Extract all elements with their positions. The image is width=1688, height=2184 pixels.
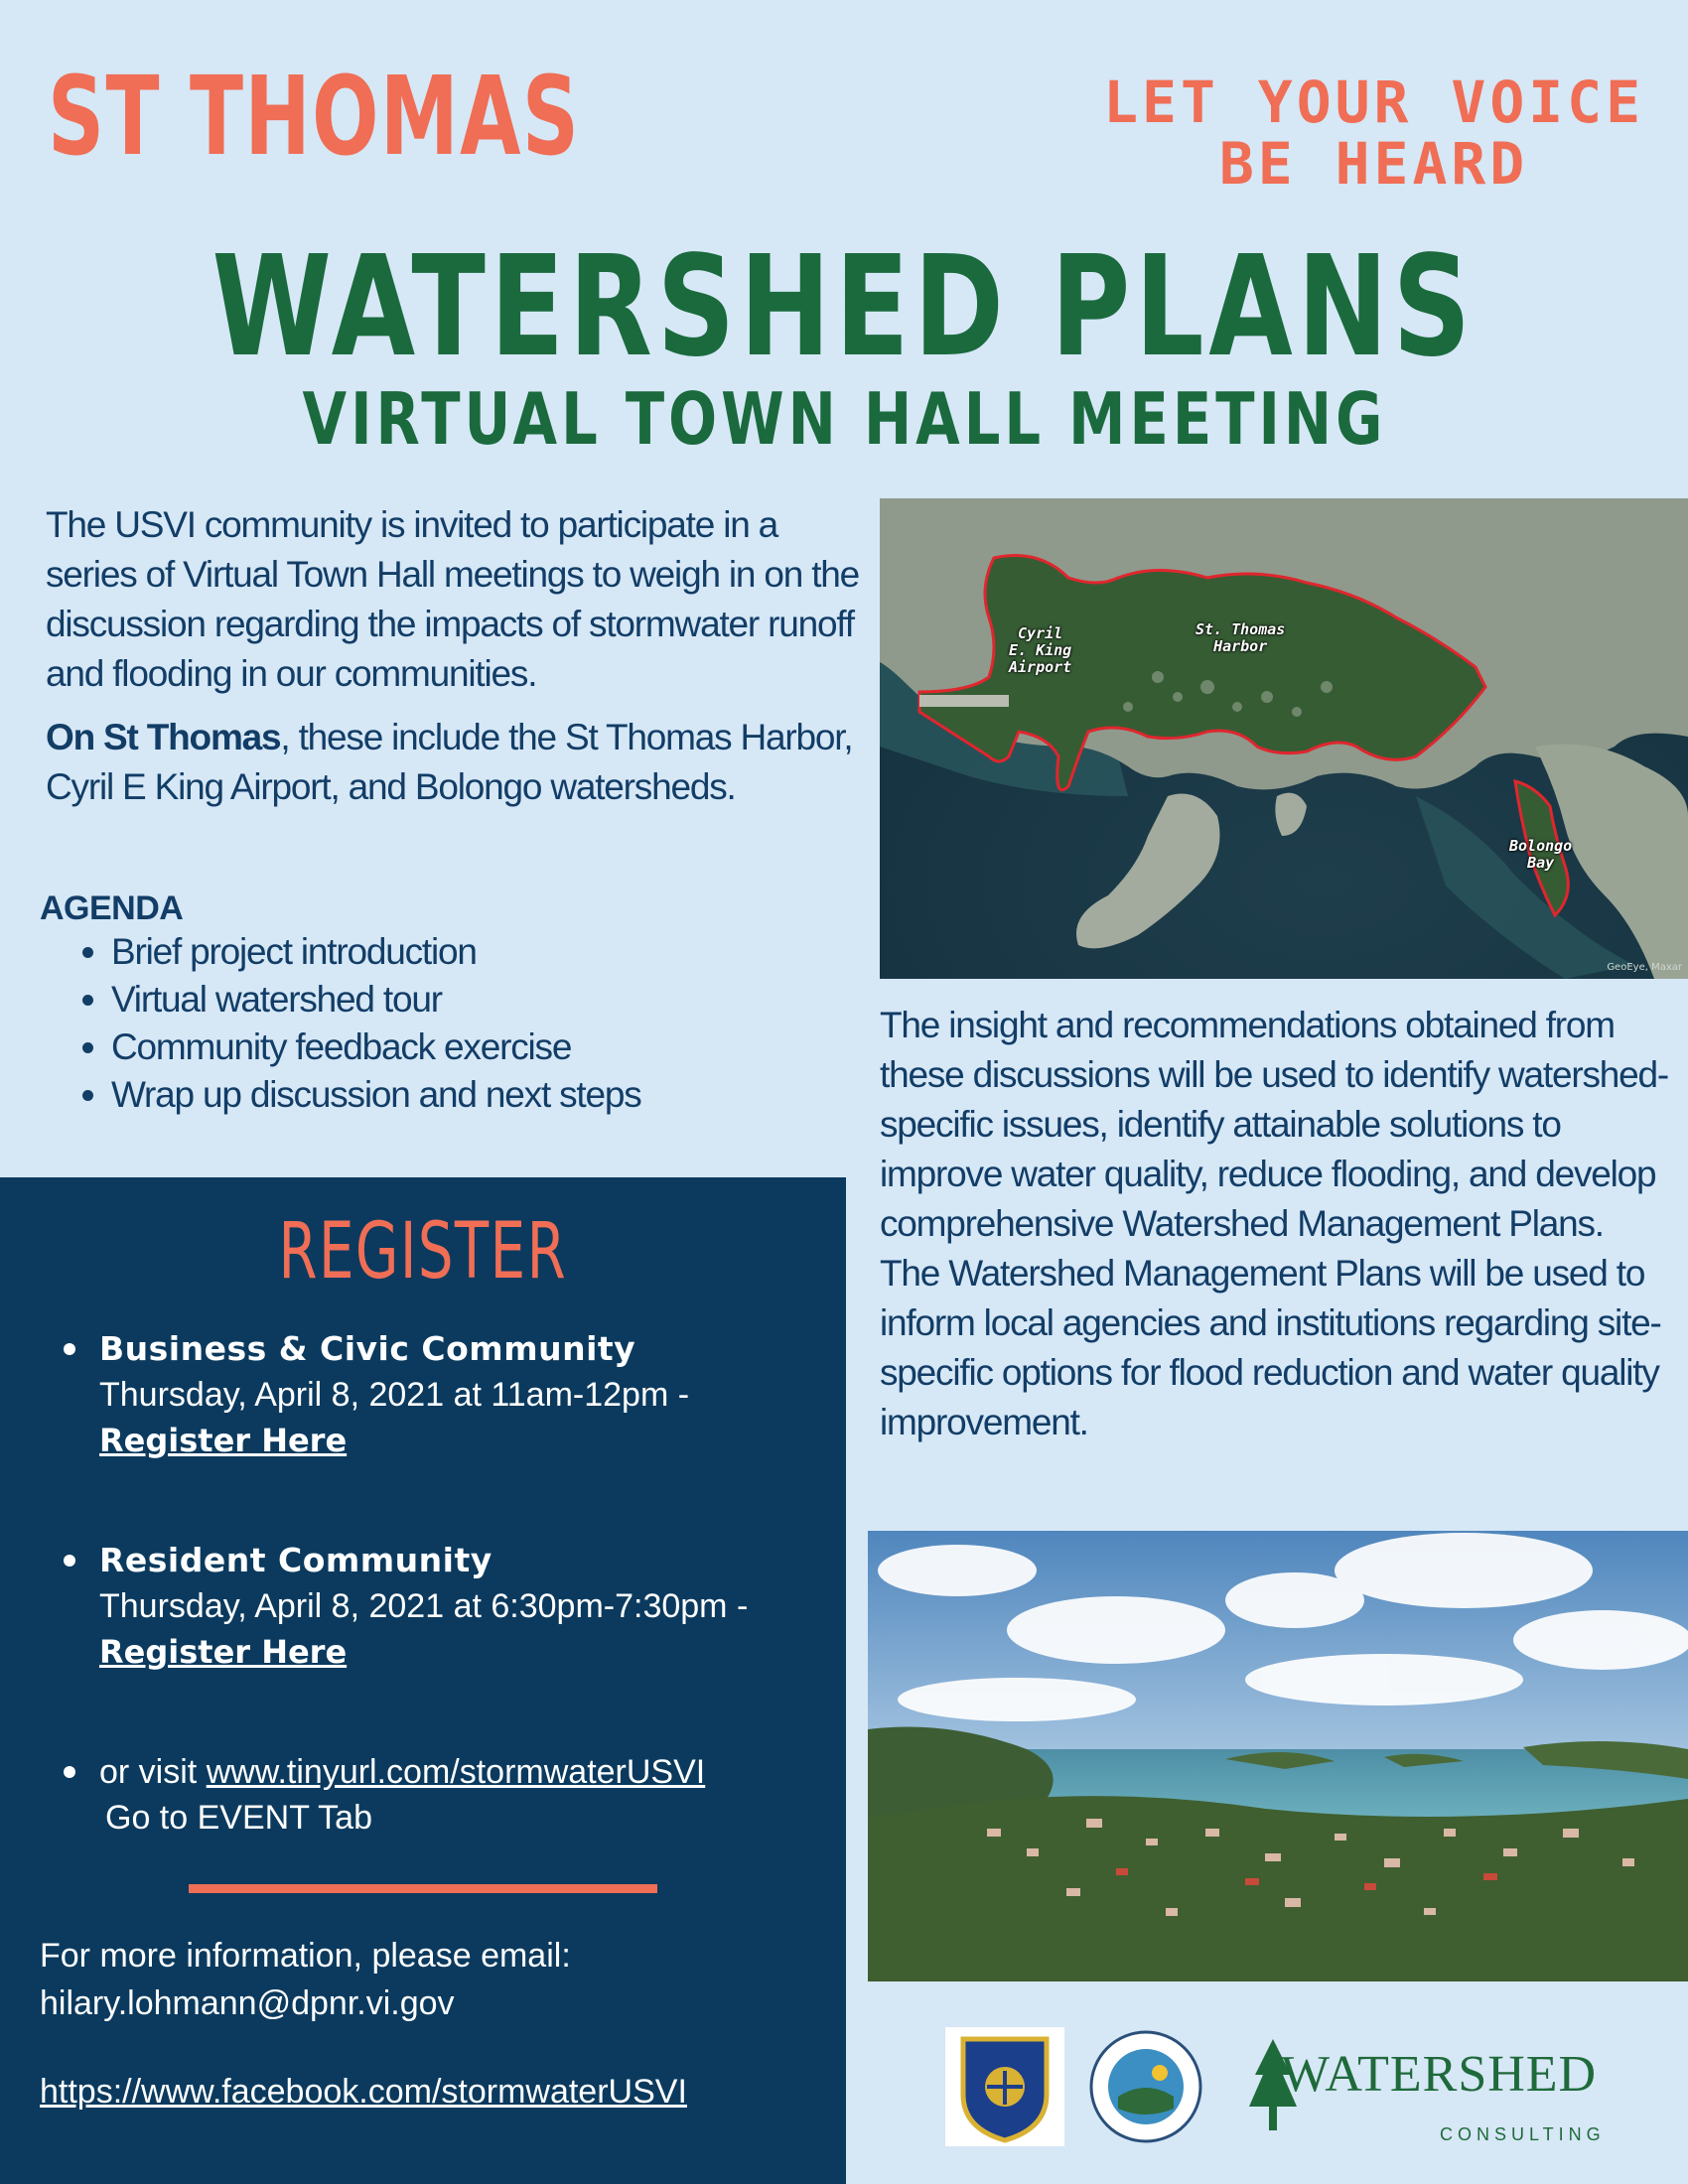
contact-email[interactable]: hilary.lohmann@dpnr.vi.gov	[40, 1984, 455, 2022]
agenda-heading: AGENDA	[40, 889, 184, 927]
intro-paragraph-2	[46, 713, 860, 812]
register-visit	[99, 1749, 814, 1841]
map-label-airport: Cyril E. King Airport	[1009, 624, 1072, 676]
map-graphic	[880, 498, 1688, 979]
insight-paragraph-1: The insight and recommendations obtained from these discussions will be used to identify watershed-specific issues, identify attainable solutions to improve water quality, reduce flooding, and develop comprehensive Watershed Management Plans.	[880, 1005, 1669, 1244]
register-session-resident	[99, 1538, 814, 1675]
map-credit: GeoEye, Maxar	[1607, 962, 1682, 973]
harbor-photo-graphic	[868, 1531, 1688, 1981]
location-title: ST THOMAS	[48, 53, 581, 180]
tagline-line-1: LET YOUR VOICE	[1103, 68, 1644, 136]
map-label-harbor: St. Thomas Harbor	[1196, 620, 1286, 655]
contact-info	[40, 1932, 834, 2027]
visit-note: Go to EVENT Tab	[105, 1799, 372, 1837]
vitema-seal-icon	[943, 2025, 1066, 2148]
agenda-item: • Virtual watershed tour	[111, 976, 814, 1024]
map-label-bolongo: Bolongo Bay	[1509, 837, 1573, 872]
intro-emphasis: On St Thomas	[46, 717, 281, 757]
session-datetime: Thursday, April 8, 2021 at 11am-12pm -	[99, 1376, 690, 1414]
session-datetime: Thursday, April 8, 2021 at 6:30pm-7:30pm -	[99, 1587, 749, 1625]
bullet	[64, 1343, 75, 1355]
contact-label: For more information, please email:	[40, 1937, 571, 1975]
dpnr-seal-icon	[1088, 2029, 1203, 2144]
register-link-business[interactable]: Register Here	[99, 1422, 348, 1459]
visit-prefix: or visit	[99, 1753, 207, 1791]
insight-paragraph-2: The Watershed Management Plans will be used to inform local agencies and institutions regarding site-specific options for flood reduction and water quality improvement.	[880, 1253, 1661, 1442]
bullet	[64, 1766, 75, 1778]
bullet	[64, 1555, 75, 1567]
agenda-item: • Brief project introduction	[111, 928, 814, 976]
page-title: WATERSHED PLANS	[211, 226, 1477, 388]
harbor-photo	[868, 1531, 1688, 1981]
register-link-resident[interactable]: Register Here	[99, 1633, 348, 1671]
session-audience: Resident Community	[99, 1541, 492, 1579]
consulting-logo-name: WATERSHED	[1281, 2046, 1598, 2103]
watershed-map	[880, 498, 1688, 979]
intro-paragraph-1: The USVI community is invited to participate in a series of Virtual Town Hall meetings to weigh in on the discussion regarding the impacts of stormwater runoff and flooding in our communities.	[46, 504, 860, 694]
agenda	[40, 889, 814, 1119]
agenda-list	[40, 928, 814, 1119]
consulting-logo-sub: CONSULTING	[1440, 2124, 1606, 2144]
register-session-business	[99, 1326, 814, 1463]
register-heading: REGISTER	[278, 1207, 568, 1297]
tinyurl-link[interactable]: www.tinyurl.com/stormwaterUSVI	[206, 1753, 706, 1791]
facebook-link[interactable]: https://www.facebook.com/stormwaterUSVI	[40, 2073, 687, 2111]
divider	[189, 1884, 657, 1893]
page-subtitle: VIRTUAL TOWN HALL MEETING	[302, 377, 1386, 461]
tagline	[1103, 68, 1644, 198]
intro-text	[46, 500, 860, 826]
tagline-line-2: BE HEARD	[1218, 130, 1529, 198]
agenda-item: • Community feedback exercise	[111, 1024, 814, 1071]
session-audience: Business & Civic Community	[99, 1329, 636, 1368]
logos-row	[943, 2025, 1678, 2154]
agenda-item: • Wrap up discussion and next steps	[111, 1071, 814, 1119]
intro-paragraph-2-rest: , these include the St Thomas Harbor, Cyril E King Airport, and Bolongo watersheds.	[46, 717, 853, 807]
insight-text	[880, 1001, 1674, 1447]
